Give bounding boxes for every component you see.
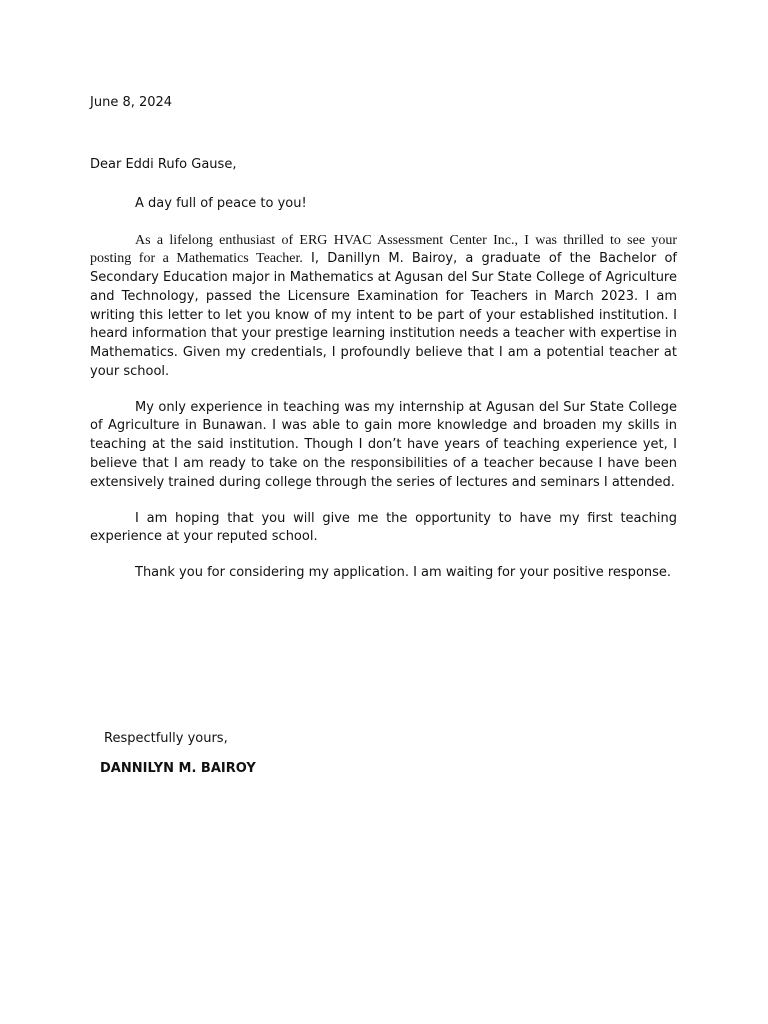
- intro-paragraph-text: I, Danillyn M. Bairoy, a graduate of the Bachelor of Secondary Education major in Mathematics at Agusan del Sur State College of Agriculture and Technology, passed the Licensure Examination for Teachers in March 2023. I am writing this letter to let you know of my intent to be part of your established institution. I heard information that your prestige learning institution needs a teacher with expertise in Mathematics. Given my credentials, I profoundly believe that I am a potential teacher at your school.: [90, 251, 677, 379]
- intro-paragraph: [90, 232, 677, 382]
- intro-paragraph-serif-text: As a lifelong enthusiast of ERG HVAC Assessment Center Inc., I was thrilled to see your posting for a Mathematics Teacher.: [90, 232, 677, 267]
- hope-paragraph: I am hoping that you will give me the opportunity to have my first teaching experience at your reputed school.: [90, 510, 677, 545]
- letter-signature: DANNILYN M. BAIROY: [100, 761, 256, 776]
- greeting-paragraph: A day full of peace to you!: [135, 196, 307, 211]
- letter-salutation: Dear Eddi Rufo Gause,: [90, 157, 237, 172]
- letter-closing: Respectfully yours,: [104, 731, 228, 746]
- experience-paragraph: My only experience in teaching was my internship at Agusan del Sur State College of Agriculture in Bunawan. I was able to gain more knowledge and broaden my skills in teaching at the said institution. Though I don’t have years of teaching experience yet, I believe that I am ready to take on the responsibilities of a teacher because I have been extensively trained during college through the series of lectures and seminars I attended.: [90, 399, 677, 490]
- letter-date: June 8, 2024: [90, 95, 173, 110]
- letter-body: [90, 195, 677, 601]
- thanks-paragraph: Thank you for considering my application. I am waiting for your positive response.: [135, 565, 672, 581]
